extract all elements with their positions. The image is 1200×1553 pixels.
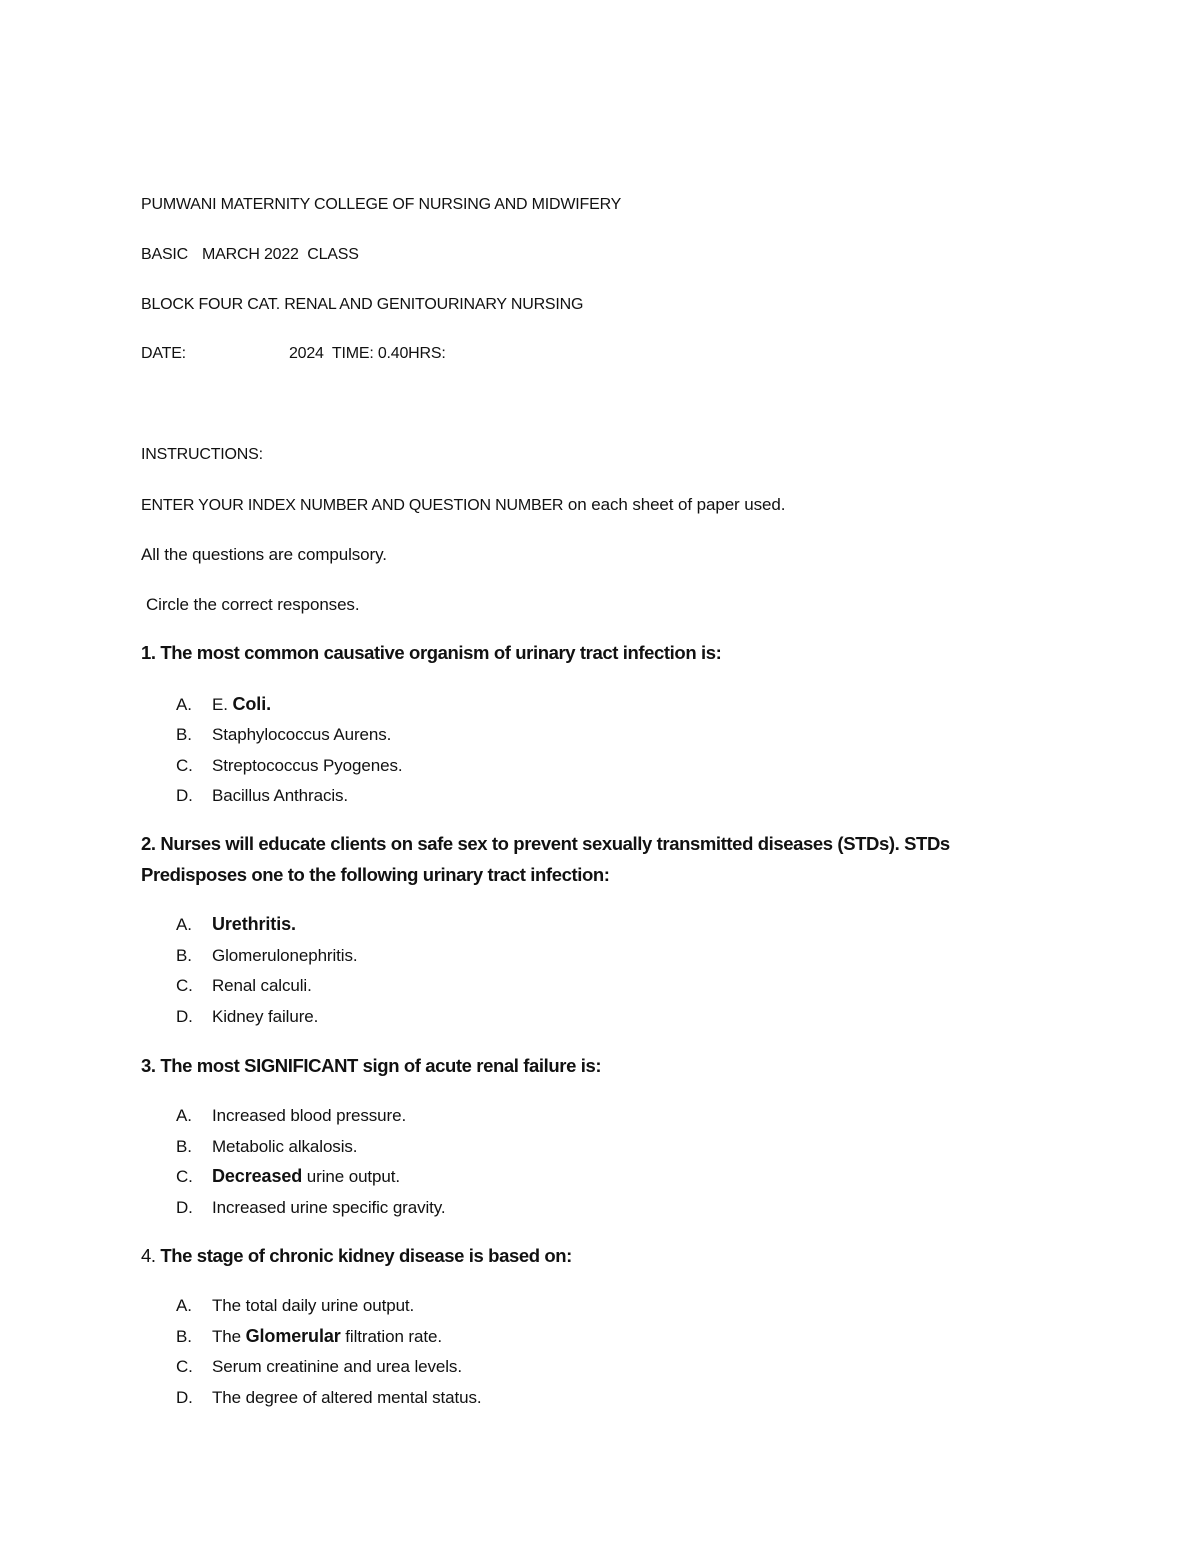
question-2-option-a: A. Urethritis. — [176, 914, 296, 934]
instruction-3: Circle the correct responses. — [146, 595, 360, 614]
question-1: 1. The most common causative organism of urinary tract infection is: — [141, 642, 722, 663]
class-line — [141, 246, 359, 264]
instruction-2: All the questions are compulsory. — [141, 545, 387, 564]
question-1-option-a: A. E. Coli. — [176, 694, 271, 714]
question-3-option-c: C. Decreased urine output. — [176, 1166, 401, 1186]
question-2-option-b: B. Glomerulonephritis. — [176, 946, 358, 965]
question-3: 3. The most SIGNIFICANT sign of acute renal failure is: — [141, 1055, 602, 1076]
college-name: PUMWANI MATERNITY COLLEGE OF NURSING AND MIDWIFERY — [141, 196, 622, 213]
question-2-option-c: C. Renal calculi. — [176, 976, 312, 995]
question-2-line-1: 2. Nurses will educate clients on safe sex to prevent sexually transmitted diseases (STDs). STDs — [141, 833, 950, 854]
class-rest: MARCH 2022 CLASS — [202, 246, 359, 263]
question-4-option-a: A. The total daily urine output. — [176, 1296, 415, 1315]
block-title: BLOCK FOUR CAT. RENAL AND GENITOURINARY NURSING — [141, 296, 584, 313]
question-1-option-d: D. Bacillus Anthracis. — [176, 786, 349, 805]
instruction-1 — [141, 495, 785, 515]
question-1-option-c: C. Streptococcus Pyogenes. — [176, 756, 403, 775]
question-2-line-2: Predisposes one to the following urinary tract infection: — [141, 864, 610, 885]
question-4-option-c: C. Serum creatinine and urea levels. — [176, 1357, 462, 1376]
question-1-option-b: B. Staphylococcus Aurens. — [176, 725, 392, 744]
date-label: DATE: — [141, 345, 186, 362]
date-line — [141, 345, 446, 363]
question-4-option-b: B. The Glomerular filtration rate. — [176, 1326, 442, 1346]
date-value: 2024 TIME: 0.40HRS: — [288, 345, 446, 362]
question-4-option-d: D. The degree of altered mental status. — [176, 1388, 482, 1407]
question-3-option-b: B. Metabolic alkalosis. — [176, 1137, 358, 1156]
question-3-option-a: A. Increased blood pressure. — [176, 1106, 407, 1125]
question-4: 4. The stage of chronic kidney disease is based on: — [141, 1245, 572, 1266]
instruction-1-rest: on each sheet of paper used. — [563, 495, 786, 514]
instruction-1-caps: ENTER YOUR INDEX NUMBER AND QUESTION NUMBER — [141, 497, 564, 514]
class-prefix: BASIC — [141, 246, 189, 263]
instructions-heading: INSTRUCTIONS: — [141, 446, 263, 463]
question-3-option-d: D. Increased urine specific gravity. — [176, 1198, 446, 1217]
question-2-option-d: D. Kidney failure. — [176, 1007, 319, 1026]
